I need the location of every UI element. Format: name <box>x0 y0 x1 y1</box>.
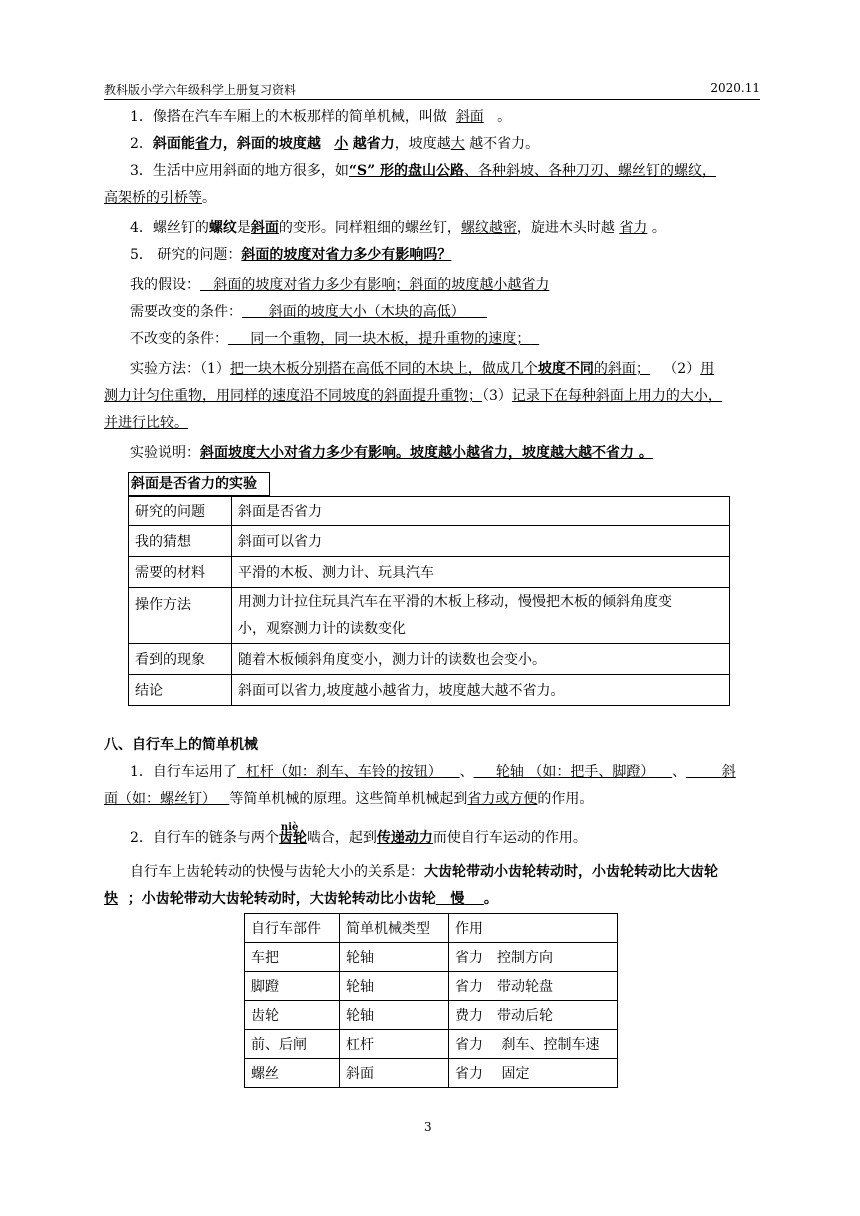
experiment-note: 实验说明：斜面坡度大小对省力多少有影响。坡度越小越省力，坡度越大越不省力 。 <box>130 445 653 461</box>
item-4: 4．螺丝钉的螺纹是斜面的变形。同样粗细的螺丝钉，螺纹越密，旋进木头时越 省力 。 <box>130 220 666 236</box>
table-header-row <box>245 914 618 943</box>
table-cell: 斜面 <box>340 1059 449 1088</box>
table-cell: 前、后闸 <box>245 1030 340 1059</box>
item-5: 5． 研究的问题：斜面的坡度对省力多少有影响吗？ <box>130 247 452 263</box>
table-cell: 省力 控制方向 <box>449 943 618 972</box>
table-cell: 脚蹬 <box>245 972 340 1001</box>
table-cell: 轮轴 <box>340 972 449 1001</box>
incline-experiment-table <box>128 496 730 706</box>
table-cell: 用测力计拉住玩具汽车在平滑的木板上移动，慢慢把木板的倾斜角度变 小，观察测力计的读数变化 <box>232 588 730 644</box>
table-cell: 研究的问题 <box>129 497 232 526</box>
hypothesis-line: 我的假设： 斜面的坡度对省力多少有影响；斜面的坡度越小越省力 <box>130 277 550 293</box>
gear-relation-para-cont: 快 ；小齿轮带动大齿轮转动时，大齿轮转动比小齿轮 慢 。 <box>104 891 498 907</box>
table-cell: 省力 固定 <box>449 1059 618 1088</box>
table-header: 作用 <box>449 914 618 943</box>
method-line-1: 实验方法：（1）把一块木板分别搭在高低不同的木块上，做成几个坡度不同的斜面； （2）用 <box>130 361 715 377</box>
page-number: 3 <box>424 1120 432 1134</box>
table-cell: 螺丝 <box>245 1059 340 1088</box>
table-cell: 结论 <box>129 675 232 706</box>
table-row <box>245 943 618 972</box>
table-row <box>245 1059 618 1088</box>
table-cell: 平滑的木板、测力计、玩具汽车 <box>232 557 730 588</box>
table-row <box>245 1001 618 1030</box>
table1-title: 斜面是否省力的实验 <box>128 472 270 496</box>
header-date: 2020.11 <box>710 81 760 95</box>
table-row <box>129 644 730 675</box>
method-line-3: 并进行比较。 <box>104 415 188 431</box>
table-row <box>129 497 730 526</box>
item-2: 2．斜面能省力，斜面的坡度越 小 越省力，坡度越大 越不省力。 <box>130 136 540 152</box>
table-cell: 轮轴 <box>340 943 449 972</box>
table-cell: 车把 <box>245 943 340 972</box>
page-header <box>104 79 760 100</box>
table-cell: 我的猜想 <box>129 526 232 557</box>
table-row <box>129 675 730 706</box>
gear-relation-para: 自行车上齿轮转动的快慢与齿轮大小的关系是：大齿轮带动小齿轮转动时，小齿轮转动比大齿轮 <box>130 864 718 880</box>
table-row <box>129 557 730 588</box>
item-3: 3．生活中应用斜面的地方很多，如“S” 形的盘山公路、各种斜坡、各种刀刃、螺丝钉的螺纹， <box>130 163 717 179</box>
item-1: 1．像搭在汽车车厢上的木板那样的简单机械，叫做 斜面 。 <box>130 109 512 125</box>
table-row <box>129 588 730 644</box>
table-cell: 斜面可以省力 <box>232 526 730 557</box>
table-row <box>245 972 618 1001</box>
table-cell: 斜面是否省力 <box>232 497 730 526</box>
bike-para-2: 2．自行车的链条与两个齿轮 niè 啮合，起到传递动力而使自行车运动的作用。 <box>130 822 587 846</box>
unchanged-condition-line: 不改变的条件： 同一个重物，同一块木板，提升重物的速度； <box>130 331 531 347</box>
section-8-title: 八、自行车上的简单机械 <box>104 737 258 753</box>
header-title: 教科版小学六年级科学上册复习资料 <box>104 83 297 97</box>
table-header: 自行车部件 <box>245 914 340 943</box>
table-header: 简单机械类型 <box>340 914 449 943</box>
table-cell: 杠杆 <box>340 1030 449 1059</box>
method-line-2: 测力计匀住重物，用同样的速度沿不同坡度的斜面提升重物；（3）记录下在每种斜面上用力的大小， <box>104 388 722 404</box>
table-row <box>129 526 730 557</box>
table-cell: 操作方法 <box>129 588 232 644</box>
table-cell: 齿轮 <box>245 1001 340 1030</box>
bike-parts-table <box>244 913 618 1088</box>
table-cell: 省力 刹车、控制车速 <box>449 1030 618 1059</box>
table-row <box>245 1030 618 1059</box>
table-cell: 随着木板倾斜角度变小，测力计的读数也会变小。 <box>232 644 730 675</box>
bike-para-1: 1．自行车运用了 杠杆（如：刹车、车铃的按钮） 、 轮轴 （如：把手、脚蹬） 、 斜 <box>130 764 736 780</box>
table-cell: 看到的现象 <box>129 644 232 675</box>
table-cell: 轮轴 <box>340 1001 449 1030</box>
table-cell: 省力 带动轮盘 <box>449 972 618 1001</box>
table-cell: 费力 带动后轮 <box>449 1001 618 1030</box>
item-3-cont: 高架桥的引桥等。 <box>104 190 216 206</box>
bike-para-1-cont: 面（如：螺丝钉） 等简单机械的原理。这些简单机械起到省力或方便的作用。 <box>104 791 594 807</box>
table-cell: 斜面可以省力,坡度越小越省力，坡度越大越不省力。 <box>232 675 730 706</box>
table-cell: 需要的材料 <box>129 557 232 588</box>
changed-condition-line: 需要改变的条件： 斜面的坡度大小（木块的高低） <box>130 304 465 320</box>
